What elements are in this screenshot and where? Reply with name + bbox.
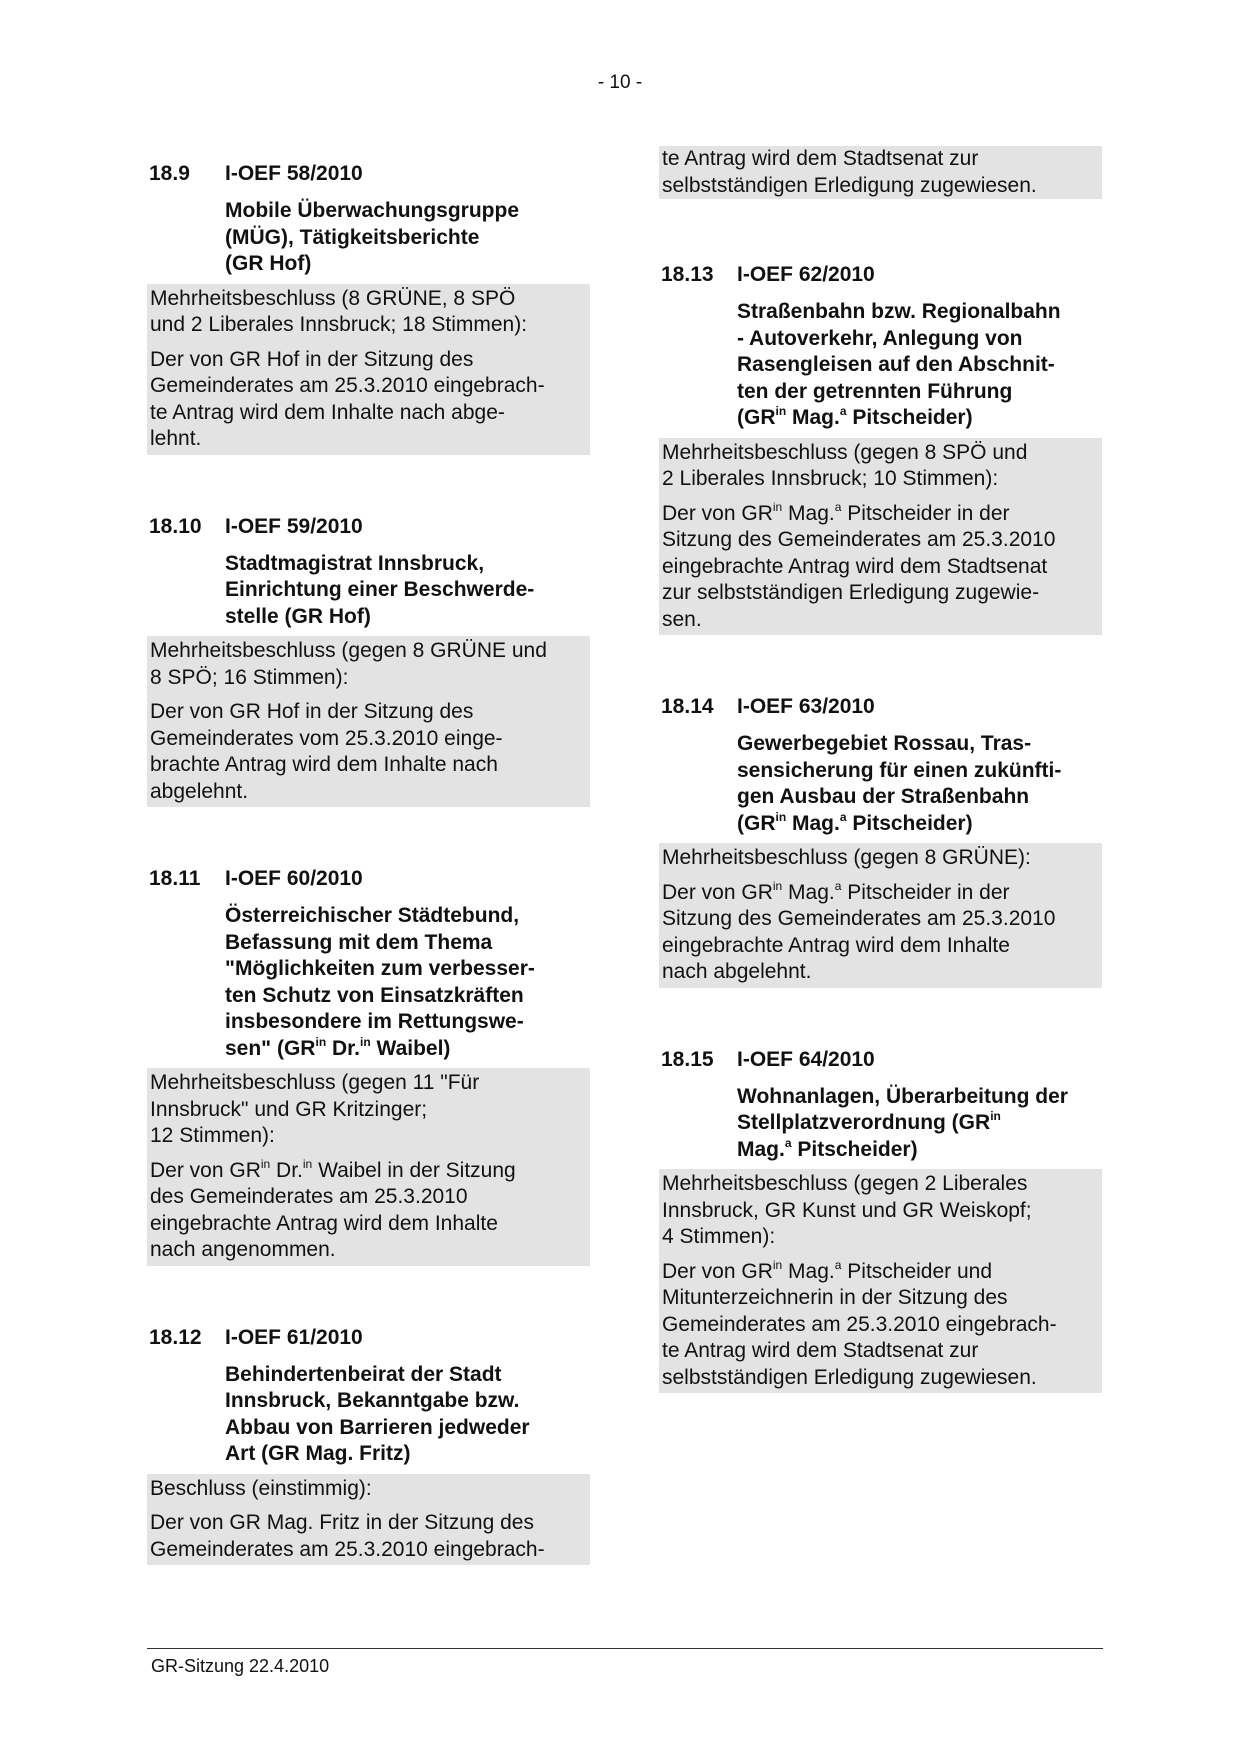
item-header (659, 1046, 1102, 1073)
item-header (659, 261, 1102, 288)
item-code: I-OEF 58/2010 (225, 162, 363, 185)
agenda-item-18-12 (147, 1324, 590, 1566)
item-header (659, 693, 1102, 720)
left-column (147, 160, 590, 1623)
item-number: 18.11 (149, 867, 201, 890)
resolution-text: Der von GR Mag. Fritz in der Sitzung des Gemeinderates am 25.3.2010 eingebrach- (150, 1511, 545, 1561)
item-title: Gewerbegebiet Rossau, Tras- sensicherung für einen zukünfti- gen Ausbau der Straßenbahn ($GR^{in}$ Mag.$^a$ Pitscheider) (737, 732, 1062, 835)
item-code: I-OEF 62/2010 (737, 263, 875, 286)
item-header (147, 160, 590, 187)
item-number: 18.15 (661, 1047, 714, 1071)
item-header (147, 513, 590, 540)
resolution-text: Der von $GR^{in}$ Mag.$^a$ Pitscheider in der Sitzung des Gemeinderates am 25.3.2010 eingebrachte Antrag wird dem Inhalte nach abgelehnt. (662, 878, 1056, 983)
continued-text: te Antrag wird dem Stadtsenat zur selbstständigen Erledigung zugewiesen. (659, 146, 1102, 199)
agenda-item-18-9 (147, 160, 590, 455)
resolution-label: Beschluss (einstimmig): (150, 1476, 372, 1500)
footer-divider (147, 1648, 1103, 1649)
resolution-text: Der von $GR^{in}$ Dr.$^{in}$ Waibel in der Sitzung des Gemeinderates am 25.3.2010 eingebrachte Antrag wird dem Inhalte nach angenommen. (150, 1156, 516, 1261)
resolution-label: Mehrheitsbeschluss (gegen 11 "Für Innsbruck" und GR Kritzinger; 12 Stimmen): (150, 1071, 480, 1147)
agenda-item-18-14 (659, 693, 1102, 988)
item-title: Wohnanlagen, Überarbeitung der Stellplatzverordnung ($GR^{in}$ Mag.$^a$ Pitscheider) (737, 1084, 1068, 1161)
page-number: - 10 - (597, 72, 643, 93)
item-number: 18.12 (149, 1325, 202, 1349)
resolution-box (659, 438, 1102, 636)
item-number: 18.14 (661, 695, 714, 718)
item-code: I-OEF 60/2010 (225, 867, 363, 890)
item-title: Mobile Überwachungsgruppe (MÜG), Tätigkeitsberichte (GR Hof) (225, 199, 520, 275)
agenda-item-18-11 (147, 865, 590, 1266)
footer-session-label: GR-Sitzung 22.4.2010 (151, 1656, 330, 1676)
right-column (659, 146, 1102, 1451)
agenda-item-18-10 (147, 513, 590, 808)
resolution-text: Der von $GR^{in}$ Mag.$^a$ Pitscheider und Mitunterzeichnerin in der Sitzung des Gemeinderates am 25.3.2010 eingebrach- te Antrag wird dem Stadtsenat zur selbstständigen Erledigung zugewiesen. (662, 1257, 1057, 1389)
item-code: I-OEF 59/2010 (225, 514, 363, 538)
resolution-box (659, 1169, 1102, 1393)
resolution-text: Der von GR Hof in der Sitzung des Gemeinderates am 25.3.2010 eingebrach- te Antrag wird dem Inhalte nach abge- lehnt. (150, 347, 545, 450)
resolution-label: Mehrheitsbeschluss (gegen 8 GRÜNE): (662, 846, 1031, 869)
resolution-label: Mehrheitsbeschluss (8 GRÜNE, 8 SPÖ und 2 Liberales Innsbruck; 18 Stimmen): (150, 286, 528, 336)
item-code: I-OEF 61/2010 (225, 1325, 363, 1349)
agenda-item-18-15 (659, 1046, 1102, 1394)
resolution-box (147, 1474, 590, 1566)
item-title: Stadtmagistrat Innsbruck, Einrichtung einer Beschwerde- stelle (GR Hof) (225, 551, 535, 628)
item-number: 18.13 (661, 263, 714, 286)
resolution-text: Der von GR Hof in der Sitzung des Gemeinderates vom 25.3.2010 einge- brachte Antrag wird dem Inhalte nach abgelehnt. (150, 700, 503, 803)
item-code: I-OEF 63/2010 (737, 695, 875, 718)
agenda-item-18-13 (659, 261, 1102, 635)
resolution-box (147, 1068, 590, 1266)
item-title: Straßenbahn bzw. Regionalbahn - Autoverkehr, Anlegung von Rasengleisen auf den Abschnit- ten der getrennten Führung ($GR^{in}$ Mag.$^a$ Pitscheider) (737, 300, 1061, 429)
resolution-label: Mehrheitsbeschluss (gegen 2 Liberales Innsbruck, GR Kunst und GR Weiskopf; 4 Stimmen): (662, 1172, 1032, 1248)
resolution-label: Mehrheitsbeschluss (gegen 8 GRÜNE und 8 SPÖ; 16 Stimmen): (150, 639, 547, 689)
item-title: Behindertenbeirat der Stadt Innsbruck, Bekanntgabe bzw. Abbau von Barrieren jedweder Art (GR Mag. Fritz) (225, 1362, 530, 1465)
resolution-box (659, 843, 1102, 988)
item-number: 18.10 (149, 514, 202, 538)
item-number: 18.9 (149, 162, 190, 185)
item-header (147, 865, 590, 892)
item-code: I-OEF 64/2010 (737, 1047, 875, 1071)
item-header (147, 1324, 590, 1351)
resolution-box (147, 284, 590, 455)
resolution-box (147, 636, 590, 807)
item-title: Österreichischer Städtebund, Befassung mit dem Thema "Möglichkeiten zum verbesser- ten Schutz von Einsatzkräften insbesondere im Rettungswe- sen" ($GR^{in}$ Dr.$^{in}$ Waibel) (225, 904, 535, 1060)
resolution-text: Der von $GR^{in}$ Mag.$^a$ Pitscheider in der Sitzung des Gemeinderates am 25.3.2010 eingebrachte Antrag wird dem Stadtsenat zur selbstständigen Erledigung zugewie- sen. (662, 499, 1056, 631)
resolution-label: Mehrheitsbeschluss (gegen 8 SPÖ und 2 Liberales Innsbruck; 10 Stimmen): (662, 440, 1028, 490)
